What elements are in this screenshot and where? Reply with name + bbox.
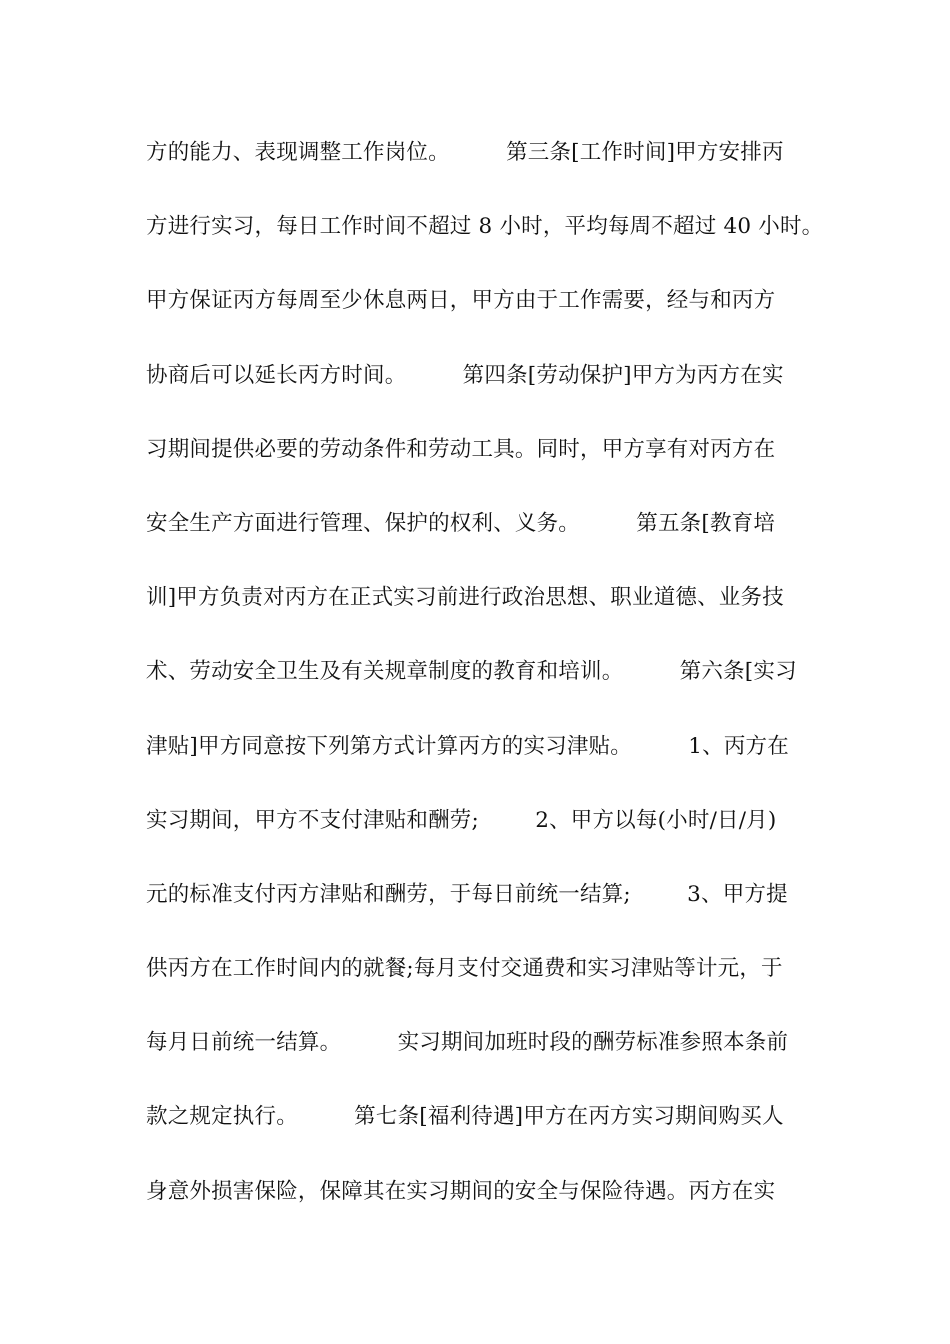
- text-line: 甲方保证丙方每周至少休息两日，甲方由于工作需要，经与和丙方: [146, 288, 776, 314]
- text-line: 习期间提供必要的劳动条件和劳动工具。同时，甲方享有对丙方在: [146, 436, 776, 462]
- document-body: [146, 128, 926, 1241]
- text-line: 每月日前统一结算。 实习期间加班时段的酬劳标准参照本条前: [146, 1030, 789, 1056]
- text-line: 元的标准支付丙方津贴和酬劳，于每日前统一结算; 3、甲方提: [146, 881, 788, 907]
- text-line: 身意外损害保险，保障其在实习期间的安全与保险待遇。丙方在实: [146, 1178, 776, 1204]
- text-line: 方进行实习，每日工作时间不超过 8 小时，平均每周不超过 40 小时。: [146, 214, 824, 240]
- text-line: 训]甲方负责对丙方在正式实习前进行政治思想、职业道德、业务技: [146, 585, 784, 611]
- text-line: 方的能力、表现调整工作岗位。 第三条[工作时间]甲方安排丙: [146, 140, 784, 165]
- text-line: 津贴]甲方同意按下列第方式计算丙方的实习津贴。 1、丙方在: [146, 733, 789, 759]
- text-line: 供丙方在工作时间内的就餐;每月支付交通费和实习津贴等计元，于: [146, 956, 783, 982]
- text-line: 协商后可以延长丙方时间。 第四条[劳动保护]甲方为丙方在实: [146, 362, 784, 388]
- text-line: 实习期间，甲方不支付津贴和酬劳; 2、甲方以每(小时/日/月): [146, 807, 777, 833]
- text-line: 安全生产方面进行管理、保护的权利、义务。 第五条[教育培: [146, 510, 776, 536]
- text-line: 术、劳动安全卫生及有关规章制度的教育和培训。 第六条[实习: [146, 659, 797, 685]
- text-line: 款之规定执行。 第七条[福利待遇]甲方在丙方实习期间购买人: [146, 1104, 784, 1130]
